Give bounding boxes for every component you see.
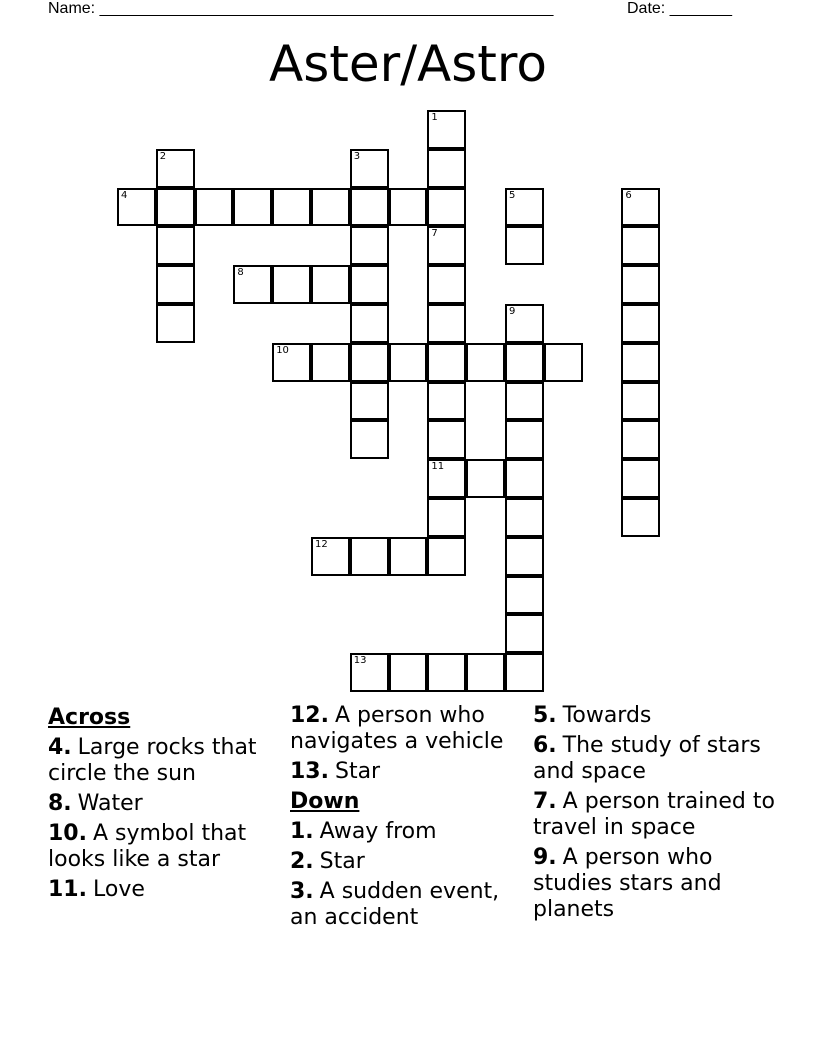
grid-cell[interactable] — [389, 343, 428, 382]
clue-across-8 — [48, 791, 283, 817]
clue-number: 7. — [533, 789, 557, 814]
clue-number: 8. — [48, 791, 72, 816]
grid-cell[interactable] — [350, 304, 389, 343]
clue-number: 5. — [533, 703, 557, 728]
grid-cell[interactable] — [389, 537, 428, 576]
grid-cell[interactable] — [311, 188, 350, 227]
clue-down-1 — [290, 819, 530, 845]
cell-number: 2 — [159, 150, 167, 162]
grid-cell[interactable] — [544, 343, 583, 382]
clue-text: A person who navigates a vehicle — [290, 703, 504, 754]
grid-cell[interactable] — [427, 188, 466, 227]
clue-number: 6. — [533, 733, 557, 758]
grid-cell[interactable] — [311, 265, 350, 304]
across-heading: Across — [48, 705, 131, 730]
grid-cell[interactable] — [621, 382, 660, 421]
grid-cell[interactable] — [505, 188, 544, 227]
clue-text: Star — [319, 849, 365, 874]
clue-text: Water — [77, 791, 143, 816]
grid-cell[interactable] — [427, 110, 466, 149]
clue-number: 2. — [290, 849, 314, 874]
grid-cell[interactable] — [427, 265, 466, 304]
grid-cell[interactable] — [505, 576, 544, 615]
grid-cell[interactable] — [350, 149, 389, 188]
grid-cell[interactable] — [350, 226, 389, 265]
cell-number: 13 — [353, 655, 367, 667]
grid-cell[interactable] — [427, 149, 466, 188]
clue-across-11 — [48, 877, 283, 903]
grid-cell[interactable] — [466, 343, 505, 382]
clue-text: A symbol that looks like a star — [48, 821, 247, 872]
grid-cell[interactable] — [156, 304, 195, 343]
grid-cell[interactable] — [621, 459, 660, 498]
cell-number: 6 — [625, 189, 632, 201]
grid-cell[interactable] — [621, 420, 660, 459]
grid-cell[interactable] — [350, 265, 389, 304]
cell-number: 4 — [121, 189, 128, 201]
name-field: Name: ___________________________________________________ — [48, 0, 554, 17]
grid-cell[interactable] — [350, 537, 389, 576]
clue-down-3 — [290, 879, 530, 931]
clue-column-1 — [48, 703, 283, 907]
grid-cell[interactable] — [350, 653, 389, 692]
date-field: Date: _______ — [627, 0, 732, 17]
grid-cell[interactable] — [621, 188, 660, 227]
grid-cell[interactable] — [505, 614, 544, 653]
grid-cell[interactable] — [311, 537, 350, 576]
clue-across-4 — [48, 735, 283, 787]
grid-cell[interactable] — [427, 343, 466, 382]
clue-across-12 — [290, 703, 530, 755]
clue-text: Love — [92, 877, 145, 902]
grid-cell[interactable] — [505, 498, 544, 537]
grid-cell[interactable] — [621, 498, 660, 537]
clue-text: A person who studies stars and planets — [533, 845, 722, 922]
grid-cell[interactable] — [505, 537, 544, 576]
grid-cell[interactable] — [621, 343, 660, 382]
grid-cell[interactable] — [350, 420, 389, 459]
grid-cell[interactable] — [505, 653, 544, 692]
clue-down-9 — [533, 845, 778, 923]
grid-cell[interactable] — [505, 226, 544, 265]
grid-cell[interactable] — [156, 226, 195, 265]
grid-cell[interactable] — [272, 343, 311, 382]
grid-cell[interactable] — [427, 498, 466, 537]
grid-cell[interactable] — [156, 188, 195, 227]
grid-cell[interactable] — [466, 459, 505, 498]
grid-cell[interactable] — [621, 226, 660, 265]
clue-number: 9. — [533, 845, 557, 870]
grid-cell[interactable] — [233, 188, 272, 227]
cell-number: 7 — [431, 228, 438, 240]
grid-cell[interactable] — [621, 304, 660, 343]
grid-cell[interactable] — [505, 420, 544, 459]
clue-number: 10. — [48, 821, 87, 846]
grid-cell[interactable] — [427, 304, 466, 343]
grid-cell[interactable] — [272, 265, 311, 304]
grid-cell[interactable] — [427, 226, 466, 265]
clue-down-5 — [533, 703, 778, 729]
grid-cell[interactable] — [427, 459, 466, 498]
grid-cell[interactable] — [427, 537, 466, 576]
grid-cell[interactable] — [156, 265, 195, 304]
cell-number: 5 — [509, 189, 516, 201]
grid-cell[interactable] — [156, 149, 195, 188]
cell-number: 12 — [315, 538, 328, 550]
clue-down-2 — [290, 849, 530, 875]
clue-text: Large rocks that circle the sun — [48, 735, 257, 786]
clue-number: 12. — [290, 703, 329, 728]
clue-text: A sudden event, an accident — [290, 879, 500, 930]
grid-cell[interactable] — [350, 343, 389, 382]
clue-across-10 — [48, 821, 283, 873]
grid-cell[interactable] — [311, 343, 350, 382]
down-heading: Down — [290, 789, 360, 814]
grid-cell[interactable] — [466, 653, 505, 692]
grid-cell[interactable] — [389, 653, 428, 692]
grid-cell[interactable] — [272, 188, 311, 227]
grid-cell[interactable] — [427, 420, 466, 459]
clue-down-6 — [533, 733, 778, 785]
clue-text: Towards — [562, 703, 652, 728]
grid-cell[interactable] — [427, 382, 466, 421]
clue-column-2 — [290, 703, 530, 935]
grid-cell[interactable] — [505, 304, 544, 343]
cell-number: 1 — [431, 112, 438, 123]
clue-across-13 — [290, 759, 530, 785]
grid-cell[interactable] — [505, 459, 544, 498]
cell-number: 10 — [276, 344, 289, 356]
clue-text: A person trained to travel in space — [533, 789, 775, 840]
grid-cell[interactable] — [350, 382, 389, 421]
cell-number: 9 — [509, 306, 516, 317]
grid-cell[interactable] — [505, 343, 544, 382]
clue-text: Away from — [319, 819, 437, 844]
grid-cell[interactable] — [195, 188, 234, 227]
cell-number: 11 — [431, 461, 445, 473]
grid-cell[interactable] — [621, 265, 660, 304]
clue-text: The study of stars and space — [533, 733, 761, 784]
clue-number: 4. — [48, 735, 72, 760]
clue-number: 11. — [48, 877, 87, 902]
cell-number: 3 — [353, 150, 361, 162]
clue-text: Star — [334, 759, 381, 784]
page-title: Aster/Astro — [269, 35, 547, 93]
clue-down-7 — [533, 789, 778, 841]
clue-column-3 — [533, 703, 778, 927]
grid-cell[interactable] — [233, 265, 272, 304]
grid-cell[interactable] — [117, 188, 156, 227]
clue-number: 1. — [290, 819, 314, 844]
clue-number: 13. — [290, 759, 329, 784]
grid-cell[interactable] — [427, 653, 466, 692]
clue-number: 3. — [290, 879, 314, 904]
cell-number: 8 — [237, 267, 244, 279]
grid-cell[interactable] — [389, 188, 428, 227]
grid-cell[interactable] — [505, 382, 544, 421]
grid-cell[interactable] — [350, 188, 389, 227]
